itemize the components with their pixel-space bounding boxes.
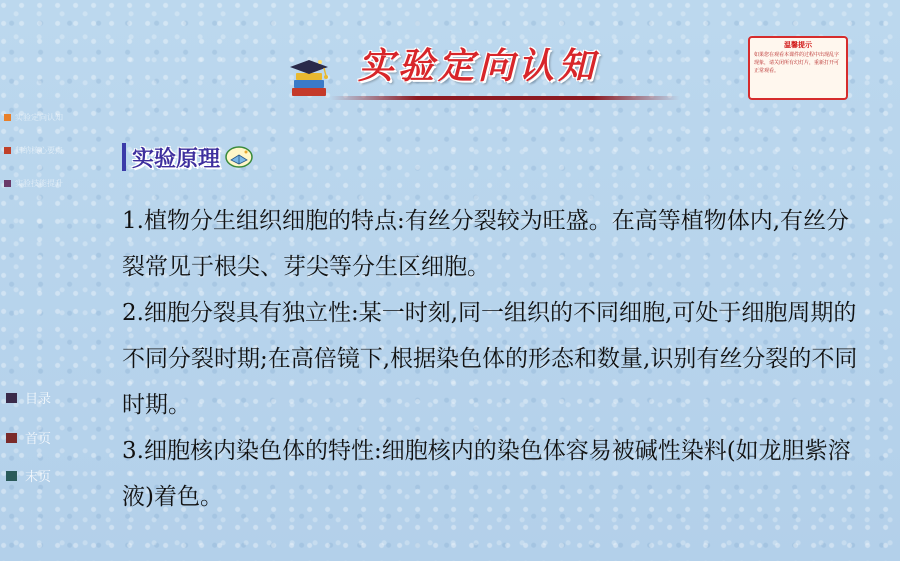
maroon-square-icon (6, 433, 17, 443)
red-square-icon (4, 147, 11, 154)
tip-body: 如果您在观看本课件的过程中出现乱字现象，请关闭所有幻灯片，重新打开可正常观看。 (754, 52, 840, 74)
nav-contents-button[interactable] (6, 388, 51, 407)
title-underline (330, 96, 680, 100)
side-nav-item-key-points[interactable] (4, 145, 63, 156)
principle-paragraph: 1.植物分生组织细胞的特点:有丝分裂较为旺盛。在高等植物体内,有丝分裂常见于根尖、芽尖等分生区细胞。 (122, 208, 850, 280)
teal-square-icon (6, 471, 17, 481)
principle-content (122, 198, 870, 520)
side-nav-label: 实验技能提升 (15, 179, 63, 188)
side-nav-item-skill-improvement[interactable] (4, 178, 63, 189)
side-nav-label: 归纳核心要点 (15, 146, 63, 155)
section-heading (122, 140, 254, 174)
section-heading-text: 实验原理 (132, 146, 221, 172)
principle-paragraph: 2.细胞分裂具有独立性:某一时刻,同一组织的不同细胞,可处于细胞周期的不同分裂时期;在高倍镜下,根据染色体的形态和数量,识别有丝分裂的不同时期。 (122, 300, 858, 418)
section-bar (122, 143, 126, 171)
orange-square-icon (4, 114, 11, 121)
tip-title: 温馨提示 (784, 41, 812, 49)
nav-contents-label: 目录 (25, 392, 52, 407)
side-nav-label: 实验定向认知 (15, 113, 63, 122)
nav-home-button[interactable] (6, 428, 51, 447)
side-nav-item-directed-cognition[interactable] (4, 112, 63, 123)
dark-square-icon (6, 393, 17, 403)
purple-square-icon (4, 180, 11, 187)
principle-paragraph: 3.细胞核内染色体的特性:细胞核内的染色体容易被碱性染料(如龙胆紫溶液)着色。 (122, 438, 851, 510)
nav-home-label: 首页 (25, 432, 52, 447)
page-title: 实验定向认知 (358, 46, 599, 87)
open-book-icon (224, 145, 254, 169)
tip-box (748, 36, 848, 100)
books-graduation-icon (286, 58, 332, 104)
nav-last-page-button[interactable] (6, 466, 51, 485)
nav-last-page-label: 末页 (25, 470, 52, 485)
